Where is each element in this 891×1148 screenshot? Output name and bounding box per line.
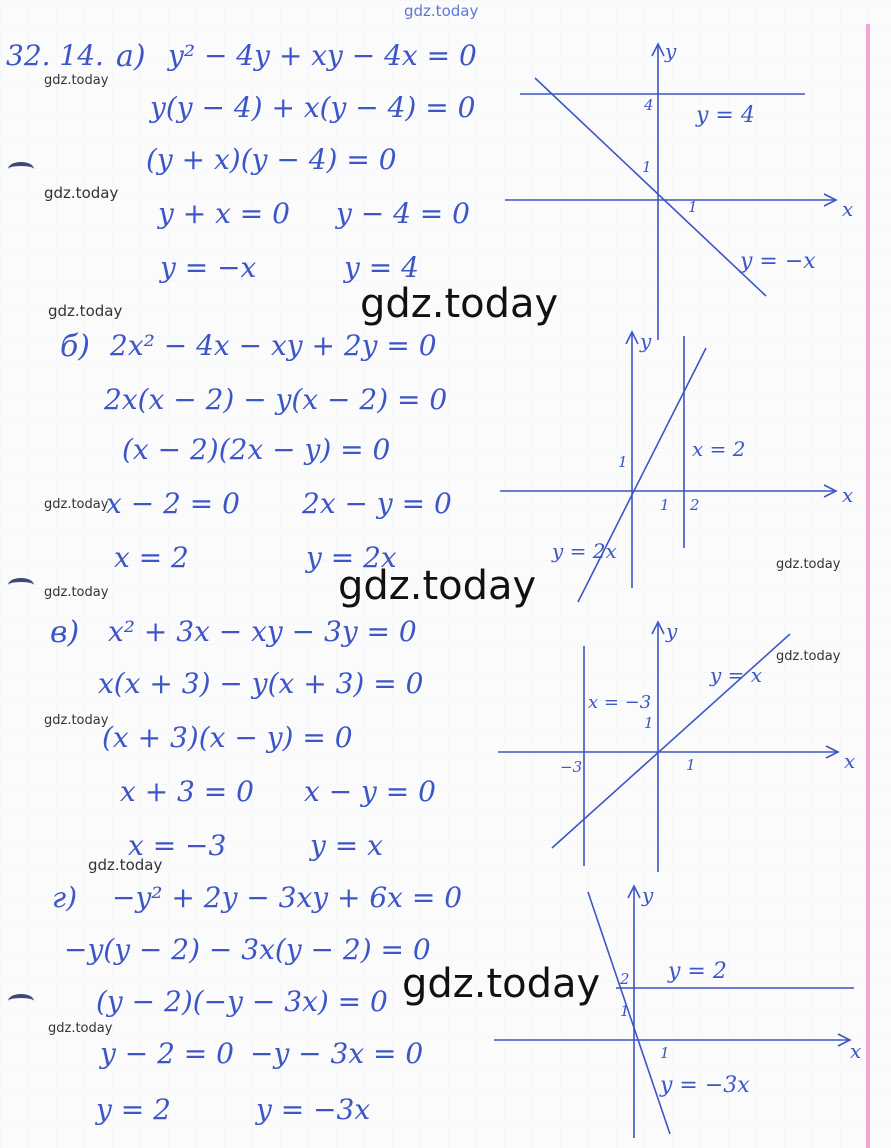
tick-label: 1 — [660, 496, 670, 514]
tick-label: 1 — [618, 453, 628, 471]
watermark-small: gdz.today — [44, 713, 109, 728]
watermark-big: gdz.today — [360, 281, 559, 327]
equation-line: −y² + 2y − 3xy + 6x = 0 — [112, 881, 463, 914]
tick-label: 1 — [660, 1044, 670, 1062]
solution-right: y = x — [310, 829, 383, 862]
equation-line: y² − 4y + xy − 4x = 0 — [168, 39, 477, 72]
part-label-g: г) — [52, 881, 78, 914]
line-label: y = −x — [740, 249, 816, 274]
equation-line: x² + 3x − xy − 3y = 0 — [108, 615, 417, 648]
solution-left: x = 2 — [114, 541, 189, 574]
watermark-small: gdz.today — [44, 585, 109, 600]
equation-left: y + x = 0 — [158, 197, 290, 230]
watermark-small: gdz.today — [48, 302, 123, 320]
tick-label: 2 — [620, 970, 630, 988]
graph-v — [494, 616, 864, 872]
line-label: y = 4 — [696, 103, 755, 128]
tick-label: −3 — [560, 758, 583, 776]
x-axis-label: x — [842, 483, 854, 507]
margin-mark — [8, 162, 34, 176]
tick-label: 1 — [644, 714, 654, 732]
equation-line: y(y − 4) + x(y − 4) = 0 — [150, 91, 476, 124]
part-label-b: б) — [60, 329, 91, 364]
line-label: x = −3 — [588, 692, 652, 713]
watermark-small: gdz.today — [44, 73, 109, 88]
y-axis-label: y — [665, 39, 677, 63]
line-label: y = 2x — [552, 539, 617, 563]
watermark-small: gdz.today — [48, 1021, 113, 1036]
watermark-top: gdz.today — [404, 2, 479, 20]
tick-label: 1 — [620, 1002, 630, 1020]
watermark-small: gdz.today — [88, 856, 163, 874]
y-axis-label: y — [640, 329, 652, 353]
watermark-big: gdz.today — [402, 961, 601, 1007]
equation-left: x + 3 = 0 — [120, 775, 254, 808]
margin-mark — [8, 994, 34, 1008]
tick-label: 1 — [688, 198, 698, 216]
part-label-a: а) — [116, 39, 146, 74]
line-label: y = 2 — [668, 959, 727, 984]
part-label-v: в) — [50, 615, 80, 650]
equation-line: (y − 2)(−y − 3x) = 0 — [96, 985, 388, 1018]
y-axis-label: y — [666, 619, 678, 643]
x-axis-label: x — [850, 1039, 862, 1063]
line-label: y = x — [710, 663, 763, 687]
equation-line: (y + x)(y − 4) = 0 — [146, 143, 397, 176]
equation-left: y − 2 = 0 — [100, 1037, 234, 1070]
margin-mark — [8, 578, 34, 592]
graph-a — [500, 40, 860, 340]
line-label: y = −3x — [660, 1073, 750, 1098]
equation-line: (x + 3)(x − y) = 0 — [102, 721, 353, 754]
solution-right: y = 2x — [306, 541, 397, 574]
solution-left: y = −x — [160, 251, 257, 284]
equation-line: (x − 2)(2x − y) = 0 — [122, 433, 391, 466]
solution-left: y = 2 — [96, 1093, 171, 1126]
equation-right: y − 4 = 0 — [336, 197, 470, 230]
watermark-small: gdz.today — [776, 557, 841, 572]
problem-number: 32. 14. — [6, 39, 104, 72]
equation-right: x − y = 0 — [304, 775, 436, 808]
equation-right: −y − 3x = 0 — [250, 1037, 424, 1070]
solution-right: y = 4 — [344, 251, 419, 284]
line-label: x = 2 — [692, 437, 746, 461]
x-axis-label: x — [842, 197, 854, 221]
equation-right: 2x − y = 0 — [302, 487, 452, 520]
watermark-small: gdz.today — [44, 184, 119, 202]
equation-line: 2x(x − 2) − y(x − 2) = 0 — [104, 383, 448, 416]
line-y-2x — [578, 348, 706, 602]
equation-line: 2x² − 4x − xy + 2y = 0 — [110, 329, 437, 362]
graph-g — [490, 880, 870, 1140]
equation-left: x − 2 = 0 — [106, 487, 240, 520]
tick-label: 2 — [690, 496, 700, 514]
tick-label: 4 — [644, 96, 654, 114]
solution-right: y = −3x — [256, 1093, 371, 1126]
watermark-small: gdz.today — [44, 497, 109, 512]
watermark-small: gdz.today — [776, 649, 841, 664]
watermark-big: gdz.today — [338, 563, 537, 609]
y-axis-label: y — [642, 883, 654, 907]
x-axis-label: x — [844, 749, 856, 773]
tick-label: 1 — [686, 756, 696, 774]
tick-label: 1 — [642, 158, 652, 176]
equation-line: −y(y − 2) − 3x(y − 2) = 0 — [64, 933, 431, 966]
graph-b — [496, 326, 866, 606]
equation-line: x(x + 3) − y(x + 3) = 0 — [98, 667, 424, 700]
solution-left: x = −3 — [128, 829, 227, 862]
